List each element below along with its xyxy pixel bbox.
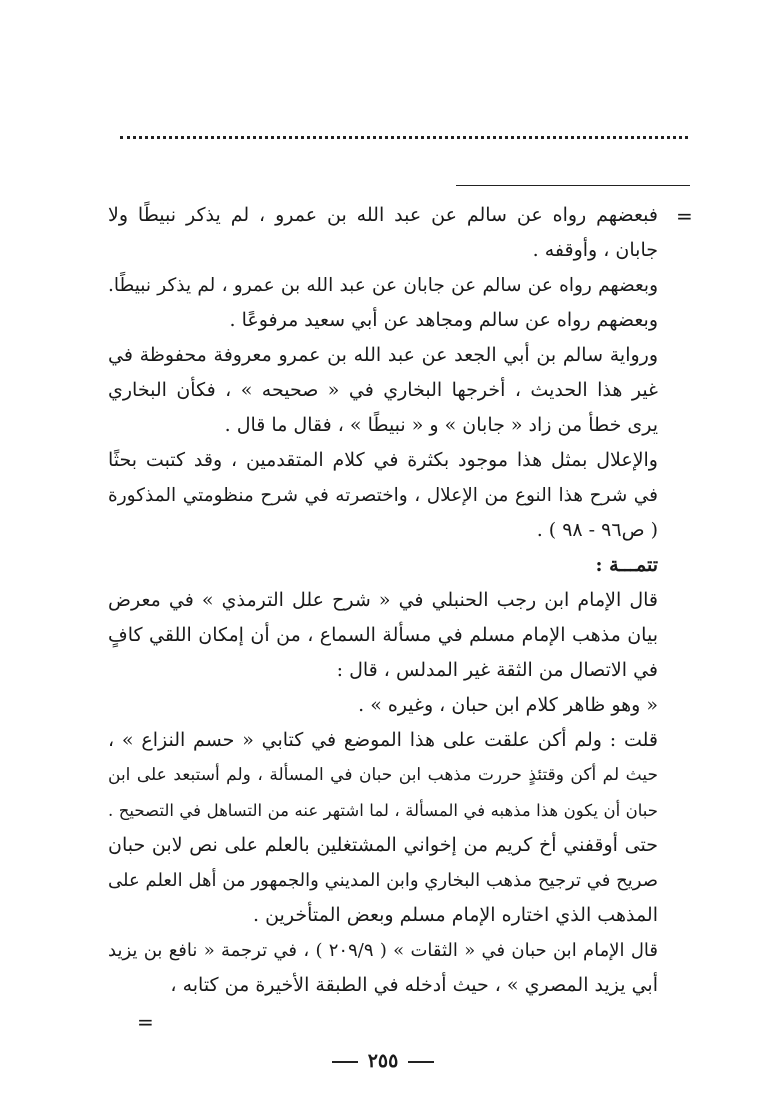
dotted-separator [120,136,688,139]
text-line: ورواية سالم بن أبي الجعد عن عبد الله بن عمرو معروفة محفوظة في [108,344,658,366]
text-line: صريح في ترجيح مذهب البخاري وابن المديني والجمهور من أهل العلم على [108,870,658,891]
text-line: المذهب الذي اختاره الإمام مسلم وبعض المتأخرين . [253,904,658,926]
text-line: حيث لم أكن وقتئذٍ حررت مذهب ابن حبان في المسألة ، ولم أستبعد على ابن [108,765,658,785]
text-line: قال الإمام ابن حبان في « الثقات » ( ٢٠٩/٩ ) ، في ترجمة « نافع بن يزيد [108,940,658,961]
section-heading: تتمـــة : [595,554,658,576]
page-number: ٢٥٥ [367,1050,399,1072]
continuation-mark-start: = [676,204,693,228]
text-line: حبان أن يكون هذا مذهبه في المسألة ، لما اشتهر عنه من التساهل في التصحيح . [108,801,658,820]
footer-dash-left [408,1061,434,1063]
footer-dash-right [332,1061,358,1063]
text-line: أبي يزيد المصري » ، حيث أدخله في الطبقة الأخيرة من كتابه ، [170,974,658,996]
text-line: غير هذا الحديث ، أخرجها البخاري في « صحيحه » ، فكأن البخاري [108,379,658,401]
text-line: قلت : ولم أكن علقت على هذا الموضع في كتابي « حسم النزاع » ، [108,729,658,751]
quoted-line: « وهو ظاهر كلام ابن حبان ، وغيره » . [358,694,658,716]
text-line: فبعضهم رواه عن سالم عن عبد الله بن عمرو ، لم يذكر نبيطًا ولا [108,204,658,226]
continuation-mark-end: = [137,1010,154,1034]
page-number-footer [0,1050,766,1072]
text-line: حتى أوقفني أخ كريم من إخواني المشتغلين بالعلم على نص لابن حبان [108,834,658,856]
text-line: في شرح هذا النوع من الإعلال ، واختصرته في شرح منظومتي المذكورة [108,485,658,506]
text-line: في الاتصال من الثقة غير المدلس ، قال : [336,659,658,681]
footnote-body [108,198,658,1003]
text-line: ( ص٩٦ - ٩٨ ) . [536,519,658,541]
text-line: قال الإمام ابن رجب الحنبلي في « شرح علل الترمذي » في معرض [108,589,658,611]
text-line: جابان ، وأوقفه . [532,239,658,261]
text-line: وبعضهم رواه عن سالم عن جابان عن عبد الله بن عمرو ، لم يذكر نبيطًا. [108,275,658,296]
footnote-rule [456,185,690,186]
text-line: يرى خطأ من زاد « جابان » و « نبيطًا » ، فقال ما قال . [224,414,658,436]
text-line: بيان مذهب الإمام مسلم في مسألة السماع ، من أن إمكان اللقي كافٍ [108,624,658,646]
text-line: والإعلال بمثل هذا موجود بكثرة في كلام المتقدمين ، وقد كتبت بحثًا [108,449,658,471]
text-line: وبعضهم رواه عن سالم ومجاهد عن أبي سعيد مرفوعًا . [229,309,658,331]
